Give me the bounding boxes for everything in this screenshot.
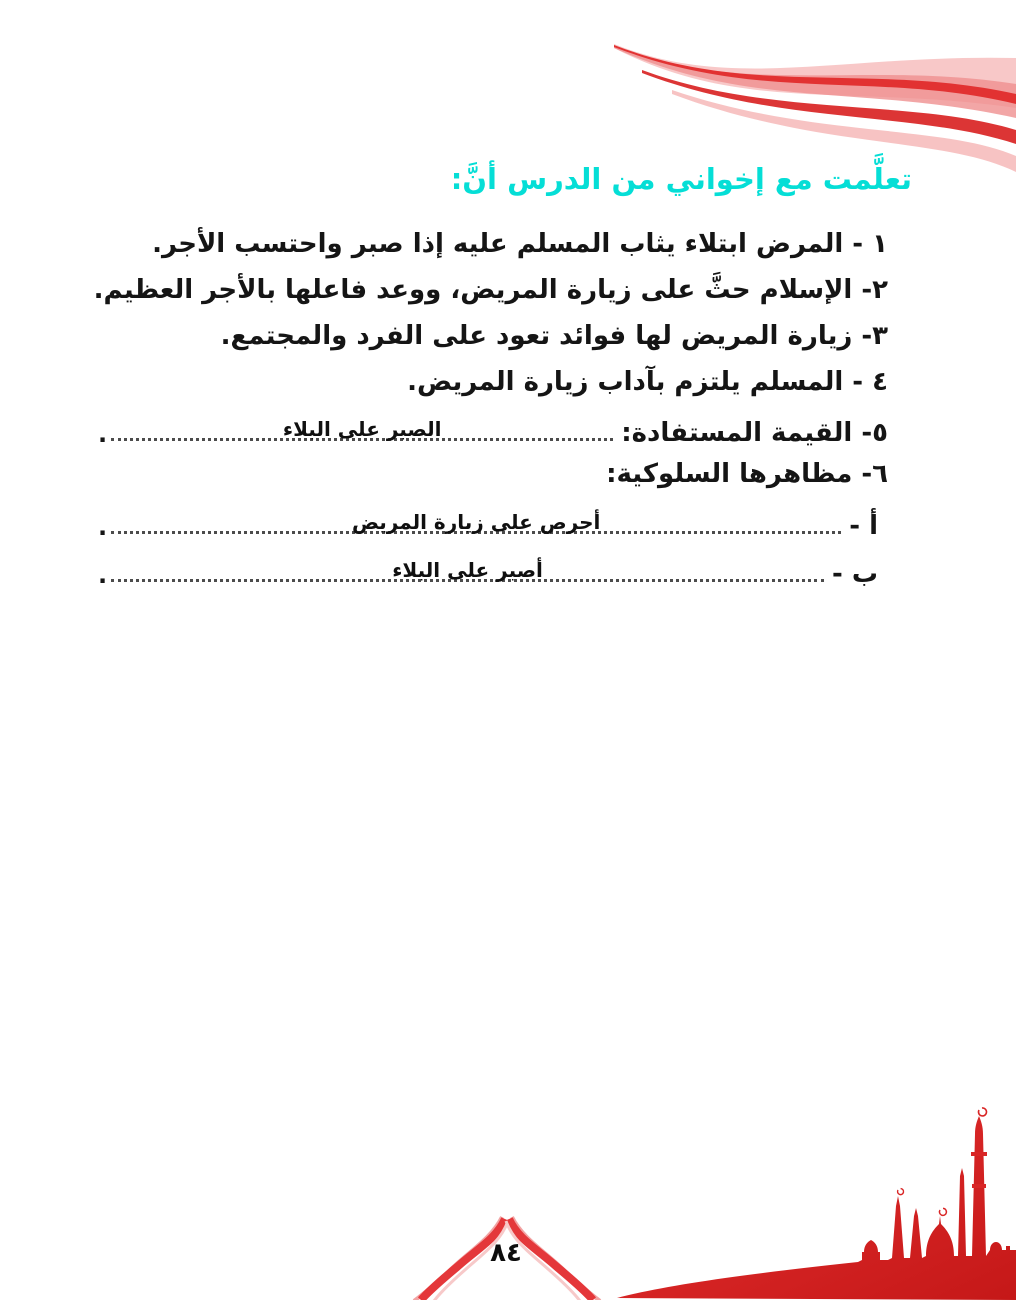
minaret-balcony	[971, 1152, 987, 1156]
written-answer: أصبر على البلاء	[392, 558, 543, 582]
mosque-silhouette-wave	[596, 1100, 1016, 1300]
answer-blank-line	[111, 404, 613, 441]
behaviors-row	[606, 458, 888, 491]
item-number: ١ -	[852, 229, 888, 259]
learned-item-1	[152, 228, 888, 261]
sub-item-letter: أ -	[849, 511, 878, 541]
line-end-period: .	[98, 420, 108, 448]
written-answer: الصبر على البلاء	[282, 417, 442, 441]
crescent-icon	[978, 1108, 986, 1116]
line-end-period: .	[98, 561, 108, 589]
answer-blank-line	[111, 497, 841, 534]
item-number: ٥-	[861, 418, 888, 448]
behaviors-label: مظاهرها السلوكية:	[606, 459, 853, 489]
sub-item-letter: ب -	[832, 559, 878, 589]
item-text: زيارة المريض لها فوائد تعود على الفرد والمجتمع.	[220, 321, 853, 351]
item-text: الإسلام حثَّ على زيارة المريض، ووعد فاعلها بالأجر العظيم.	[93, 275, 853, 305]
item-number: ٣-	[861, 321, 888, 351]
red-swoosh-decoration	[612, 0, 1016, 172]
answer-blank-line	[111, 545, 824, 582]
crescent-icon	[939, 1208, 946, 1215]
page-number: ٨٤	[490, 1238, 522, 1268]
value-gained-label: القيمة المستفادة:	[621, 418, 853, 448]
learned-item-2	[94, 274, 888, 307]
behavior-sub-item-b	[98, 545, 878, 589]
item-text: المرض ابتلاء يثاب المسلم عليه إذا صبر واحتسب الأجر.	[152, 229, 844, 259]
written-answer: أحرص على زيارة المريض	[351, 510, 601, 534]
crescent-icon	[898, 1189, 904, 1195]
value-gained-row	[98, 404, 888, 448]
item-text: المسلم يلتزم بآداب زيارة المريض.	[407, 367, 844, 397]
learned-item-4	[407, 366, 888, 399]
item-number: ٢-	[861, 275, 888, 305]
line-end-period: .	[98, 513, 108, 541]
item-number: ٦-	[861, 459, 888, 489]
page-title: تعلَّمت مع إخواني من الدرس أنَّ:	[450, 162, 912, 196]
behavior-sub-item-a	[98, 497, 878, 541]
item-number: ٤ -	[852, 367, 888, 397]
learned-item-3	[221, 320, 888, 353]
minaret-balcony	[972, 1184, 986, 1188]
